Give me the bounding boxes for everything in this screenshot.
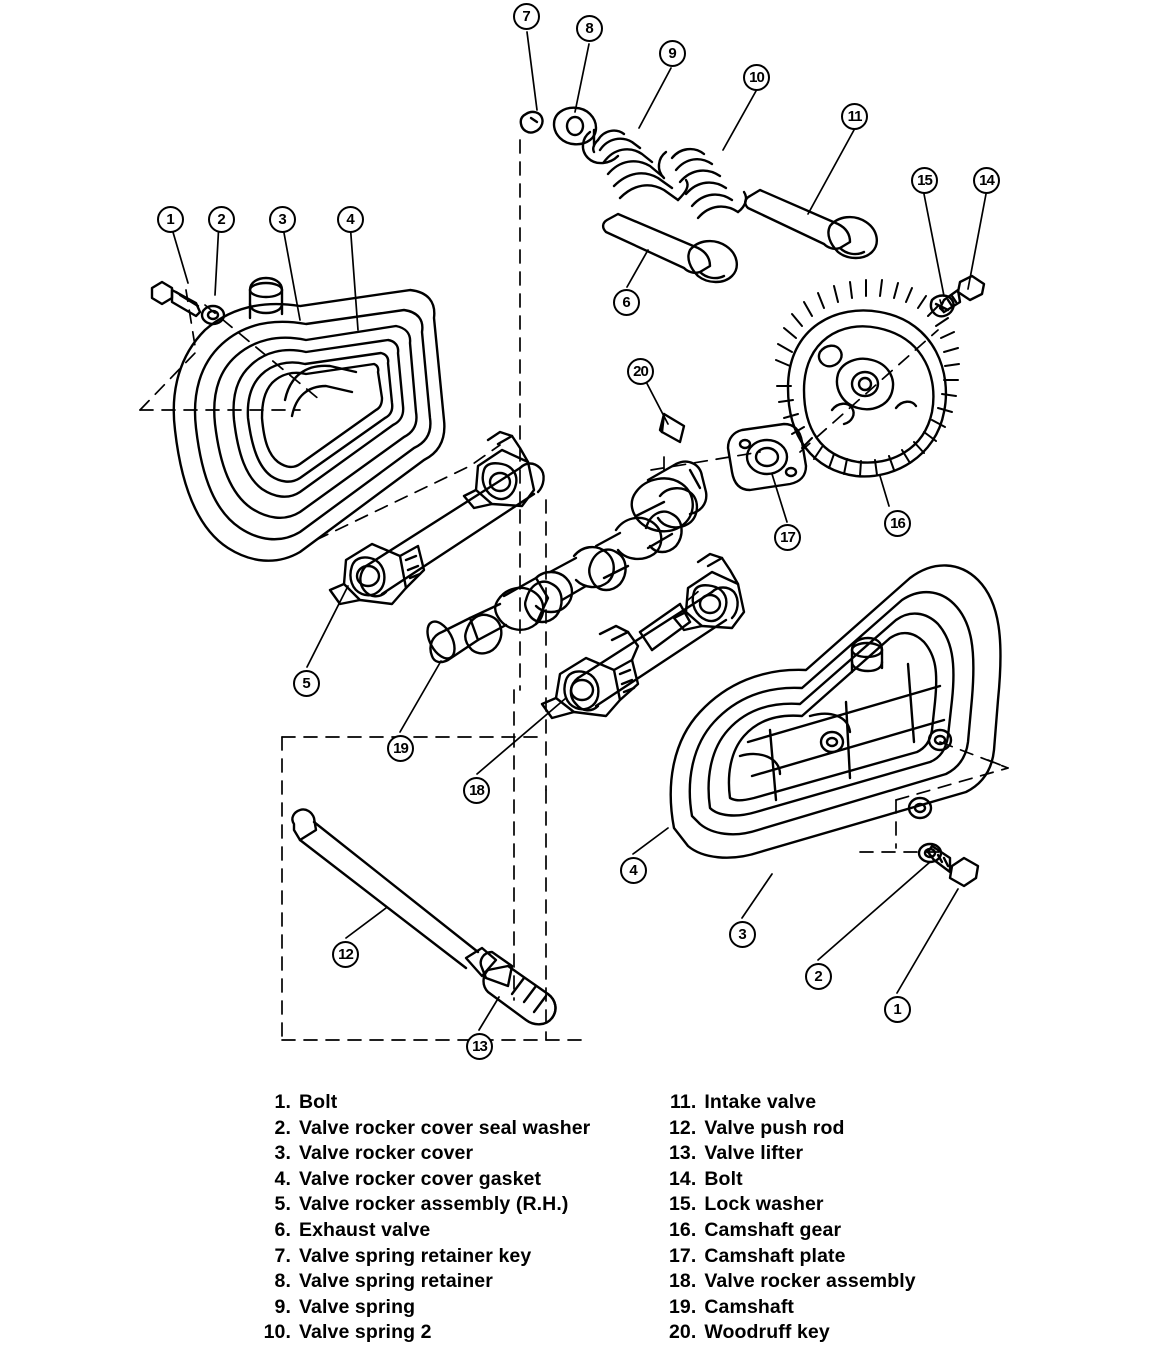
legend-label: Woodruff key: [704, 1321, 830, 1344]
legend-number: 3.: [274, 1142, 291, 1165]
legend-label: Valve lifter: [704, 1142, 804, 1165]
callout-1-right: 1: [884, 996, 911, 1023]
callout-1-left: 1: [157, 206, 184, 233]
legend-label: Valve push rod: [704, 1116, 845, 1139]
legend-number: 8.: [274, 1270, 291, 1293]
callout-3-right: 3: [729, 921, 756, 948]
list-item: [255, 1295, 590, 1321]
assembly-guide-lines: [140, 140, 1008, 1040]
legend-label: Valve rocker cover gasket: [299, 1167, 542, 1190]
list-item: [255, 1141, 590, 1167]
list-item: [255, 1269, 590, 1295]
callout-11: 11: [841, 103, 868, 130]
legend-label: Valve spring: [299, 1295, 416, 1318]
legend-label: Valve rocker cover: [299, 1142, 474, 1165]
callout-13: 13: [466, 1033, 493, 1060]
callout-15: 15: [911, 167, 938, 194]
list-item: [255, 1320, 590, 1346]
list-item: [255, 1167, 590, 1193]
callout-8: 8: [576, 15, 603, 42]
callout-3-left: 3: [269, 206, 296, 233]
legend-label: Bolt: [299, 1091, 338, 1113]
valve-spring-2: [659, 149, 746, 218]
legend-label: Valve spring 2: [299, 1321, 432, 1344]
legend-label: Exhaust valve: [299, 1218, 431, 1241]
legend-number: 17.: [668, 1244, 697, 1267]
bolt-14: [940, 276, 984, 312]
legend-label: Bolt: [704, 1167, 743, 1190]
valve-push-rod: [292, 809, 496, 976]
callout-2-right: 2: [805, 963, 832, 990]
exhaust-valve: [603, 214, 737, 282]
callout-18: 18: [463, 777, 490, 804]
callout-20: 20: [627, 358, 654, 385]
callout-6: 6: [613, 289, 640, 316]
legend-number: 2.: [274, 1116, 291, 1139]
list-item: [660, 1141, 915, 1167]
callout-16: 16: [884, 510, 911, 537]
woodruff-key: [660, 414, 684, 442]
valve-spring-1: [583, 130, 688, 200]
list-item: [660, 1218, 915, 1244]
legend-label: Camshaft plate: [704, 1244, 846, 1267]
list-item: [660, 1295, 915, 1321]
valve-spring-retainer-key: [521, 112, 543, 133]
list-item: [660, 1090, 915, 1116]
list-item: [255, 1116, 590, 1142]
legend-number: 12.: [668, 1116, 697, 1139]
callout-10: 10: [743, 64, 770, 91]
intake-valve: [745, 190, 877, 258]
legend-number: 10.: [263, 1321, 291, 1344]
legend-number: 11.: [670, 1091, 697, 1113]
legend-number: 15.: [668, 1193, 697, 1216]
callout-12: 12: [332, 941, 359, 968]
legend-number: 14.: [668, 1167, 697, 1190]
legend-label: Valve rocker cover seal washer: [299, 1116, 591, 1139]
legend-number: 9.: [274, 1295, 291, 1318]
parts-legend-column-left: [255, 1090, 590, 1346]
legend-label: Camshaft: [704, 1295, 795, 1318]
legend-number: 16.: [668, 1218, 697, 1241]
callout-4-left: 4: [337, 206, 364, 233]
callout-9: 9: [659, 40, 686, 67]
callout-14: 14: [973, 167, 1000, 194]
legend-label: Valve rocker assembly: [704, 1270, 916, 1293]
callout-2-left: 2: [208, 206, 235, 233]
list-item: [660, 1116, 915, 1142]
valve-spring-retainer: [554, 108, 596, 145]
legend-number: 5.: [274, 1193, 291, 1216]
callout-19: 19: [387, 735, 414, 762]
list-item: [660, 1269, 915, 1295]
callout-17: 17: [774, 524, 801, 551]
bolt-left-1: [152, 282, 200, 316]
legend-label: Valve rocker assembly (R.H.): [299, 1193, 569, 1216]
list-item: [660, 1192, 915, 1218]
list-item: [660, 1244, 915, 1270]
parts-legend: [255, 1090, 955, 1346]
legend-number: 4.: [274, 1167, 291, 1190]
legend-label: Camshaft gear: [704, 1218, 842, 1241]
callout-4-right: 4: [620, 857, 647, 884]
list-item: [660, 1320, 915, 1346]
legend-number: 6.: [274, 1218, 291, 1241]
camshaft: [422, 488, 697, 663]
legend-number: 19.: [668, 1295, 697, 1318]
list-item: [255, 1244, 590, 1270]
rocker-cover-left: [174, 278, 445, 561]
seal-washer-left-2: [202, 306, 224, 324]
parts-legend-column-right: [660, 1090, 915, 1346]
legend-label: Lock washer: [704, 1193, 824, 1216]
legend-label: Valve spring retainer: [299, 1270, 493, 1293]
legend-label: Valve spring retainer key: [299, 1244, 532, 1267]
list-item: [255, 1218, 590, 1244]
list-item: [255, 1192, 590, 1218]
list-item: [660, 1167, 915, 1193]
leader-lines: [170, 32, 986, 1030]
legend-number: 20.: [668, 1321, 697, 1344]
legend-number: 18.: [668, 1270, 697, 1293]
list-item: [255, 1090, 590, 1116]
callout-5: 5: [293, 670, 320, 697]
legend-number: 13.: [668, 1142, 697, 1165]
legend-number: 7.: [274, 1244, 291, 1267]
callout-7: 7: [513, 3, 540, 30]
rocker-cover-right: [671, 565, 1001, 857]
camshaft-plate: [728, 424, 806, 490]
legend-label: Intake valve: [704, 1091, 817, 1113]
legend-number: 1.: [274, 1091, 291, 1113]
